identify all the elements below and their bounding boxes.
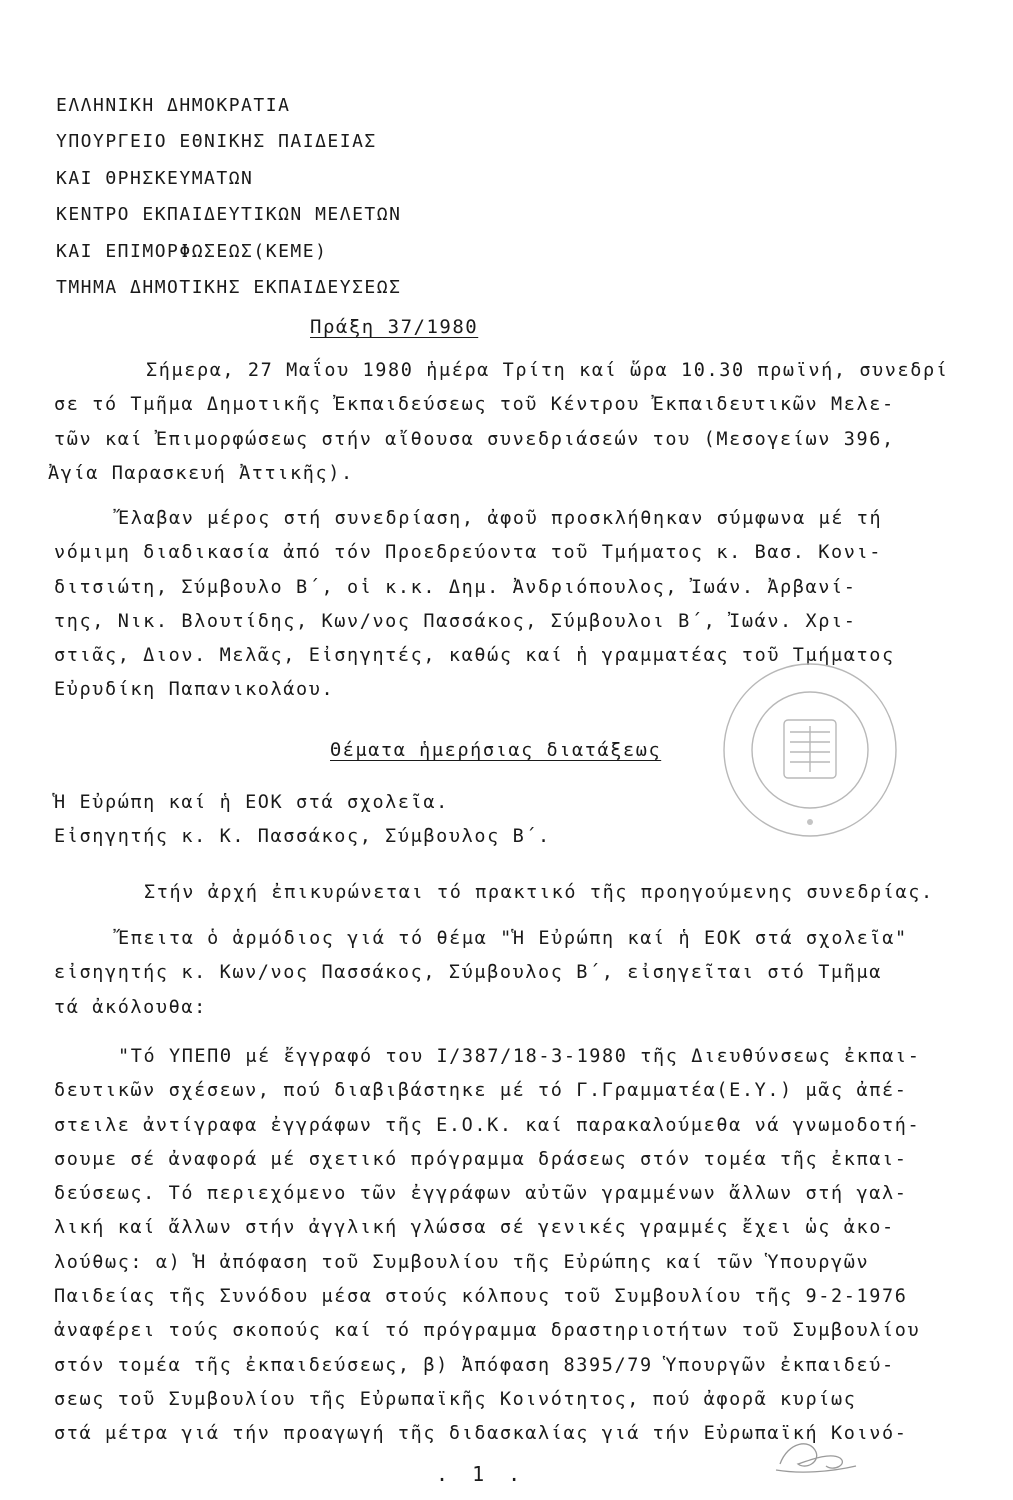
text-line: λική καί ἄλλων στήν ἀγγλική γλώσσα σέ γενικές γραμμές ἔχει ὡς ἀκο- — [54, 1217, 895, 1239]
official-seal-icon — [720, 660, 900, 840]
signature-icon — [770, 1430, 860, 1480]
text-line: δεύσεως. Τό περιεχόμενο τῶν ἐγγράφων αὐτῶν γραμμένων ἄλλων στή γαλ- — [54, 1183, 908, 1205]
text-line: νόμιμη διαδικασία ἀπό τόν Προεδρεύοντα τοῦ Τμήματος κ. Βασ. Κονι- — [54, 542, 882, 564]
agenda-item: Ἡ Εὐρώπη καί ἡ ΕΟΚ στά σχολεῖα. — [54, 792, 449, 813]
letterhead-line-centre: ΚΕΝΤΡΟ ΕΚΠΑΙΔΕΥΤΙΚΩΝ ΜΕΛΕΤΩΝ — [56, 204, 402, 226]
agenda-item: Εἰσηγητής κ. Κ. Πασσάκος, Σύμβουλος Β΄. — [54, 826, 551, 848]
text-line: "Τό ΥΠΕΠΘ μέ ἔγγραφό του Ι/387/18-3-1980 τῆς Διευθύνσεως ἐκπαι- — [118, 1046, 921, 1067]
letterhead-line-department: ΤΜΗΜΑ ΔΗΜΟΤΙΚΗΣ ΕΚΠΑΙΔΕΥΣΕΩΣ — [56, 277, 402, 299]
text-line: Ἔλαβαν μέρος στή συνεδρίαση, ἀφοῦ προσκλήθηκαν σύμφωνα μέ τή — [118, 508, 883, 529]
document-title: Πράξη 37/1980 — [310, 316, 479, 338]
text-line: δευτικῶν σχέσεων, πού διαβιβάστηκε μέ τό Γ.Γραμματέα(Ε.Υ.) μᾶς ἀπέ- — [54, 1080, 908, 1102]
letterhead-line-ministry: ΥΠΟΥΡΓΕΙΟ ΕΘΝΙΚΗΣ ΠΑΙΔΕΙΑΣ — [56, 131, 377, 153]
text-line: σε τό Τμῆμα Δημοτικῆς Ἐκπαιδεύσεως τοῦ Κέντρου Ἐκπαιδευτικῶν Μελε- — [54, 394, 895, 416]
text-line: ἀναφέρει τούς σκοπούς καί τό πρόγραμμα δραστηριοτήτων τοῦ Συμβουλίου — [54, 1320, 921, 1342]
text-line: σεως τοῦ Συμβουλίου τῆς Εὐρωπαϊκῆς Κοινότητος, πού ἀφορᾶ κυρίως — [54, 1388, 857, 1410]
text-line: στιᾶς, Διον. Μελᾶς, Εἰσηγητές, καθώς καί ἡ γραμματέας τοῦ Τμήματος — [54, 645, 895, 667]
text-line: Στήν ἀρχή ἐπικυρώνεται τό πρακτικό τῆς προηγούμενης συνεδρίας. — [144, 882, 934, 903]
text-line: στόν τομέα τῆς ἐκπαιδεύσεως, β) Ἀπόφαση 8395/79 Ὑπουργῶν ἐκπαιδεύ- — [54, 1354, 895, 1376]
agenda-title: Θέματα ἡμερήσιας διατάξεως — [330, 740, 662, 761]
letterhead-line-religion: ΚΑΙ ΘΡΗΣΚΕΥΜΑΤΩΝ — [56, 167, 254, 189]
letterhead — [56, 88, 401, 306]
text-line: Ἀγία Παρασκευή Ἀττικῆς). — [48, 462, 354, 484]
letterhead-line-training: ΚΑΙ ΕΠΙΜΟΡΦΩΣΕΩΣ(ΚΕΜΕ) — [56, 240, 328, 262]
text-line: στά μέτρα γιά τήν προαγωγή τῆς διδασκαλίας γιά τήν Εὐρωπαϊκή Κοινό- — [54, 1423, 908, 1445]
report-paragraph — [0, 1040, 1013, 1452]
text-line: τά ἀκόλουθα: — [54, 996, 207, 1018]
letterhead-line-republic: ΕΛΛΗΝΙΚΗ ΔΗΜΟΚΡΑΤΙΑ — [56, 95, 291, 116]
text-line: λούθως: α) Ἡ ἀπόφαση τοῦ Συμβουλίου τῆς Εὐρώπης καί τῶν Ὑπουργῶν — [54, 1251, 870, 1273]
text-line: τῶν καί Ἐπιμορφώσεως στήν αἴθουσα συνεδριάσεών του (Μεσογείων 396, — [54, 428, 895, 450]
text-line: Σήμερα, 27 Μαΐου 1980 ἡμέρα Τρίτη καί ὥρα 10.30 πρωϊνή, συνεδρί — [146, 360, 949, 381]
text-line: διτσιώτη, Σύμβουλο Β΄, οἱ κ.κ. Δημ. Ἀνδριόπουλος, Ἰωάν. Ἀρβανί- — [54, 576, 857, 598]
text-line: της, Νικ. Βλουτίδης, Κων/νος Πασσάκος, Σύμβουλοι Β΄, Ἰωάν. Χρι- — [54, 610, 857, 632]
rapporteur-paragraph — [0, 922, 1013, 1025]
text-line: στειλε ἀντίγραφα ἐγγράφων τῆς Ε.Ο.Κ. καί παρακαλούμεθα νά γνωμοδοτή- — [54, 1114, 921, 1136]
text-line: εἰσηγητής κ. Κων/νος Πασσάκος, Σύμβουλος Β΄, εἰσηγεῖται στό Τμῆμα — [54, 962, 882, 984]
text-line: Παιδείας τῆς Συνόδου μέσα στούς κόλπους τοῦ Συμβουλίου τῆς 9-2-1976 — [54, 1286, 908, 1308]
page-number: . 1 . — [436, 1462, 527, 1486]
opening-paragraph — [0, 354, 1013, 491]
approval-paragraph — [0, 876, 1013, 910]
text-line: Ἔπειτα ὁ ἁρμόδιος γιά τό θέμα "Ἡ Εὐρώπη καί ἡ ΕΟΚ στά σχολεῖα" — [118, 928, 908, 949]
text-line: Εὐρυδίκη Παπανικολάου. — [54, 679, 335, 701]
text-line: σουμε σέ ἀναφορά μέ σχετικό πρόγραμμα δράσεως στόν τομέα τῆς ἐκπαι- — [54, 1148, 908, 1170]
